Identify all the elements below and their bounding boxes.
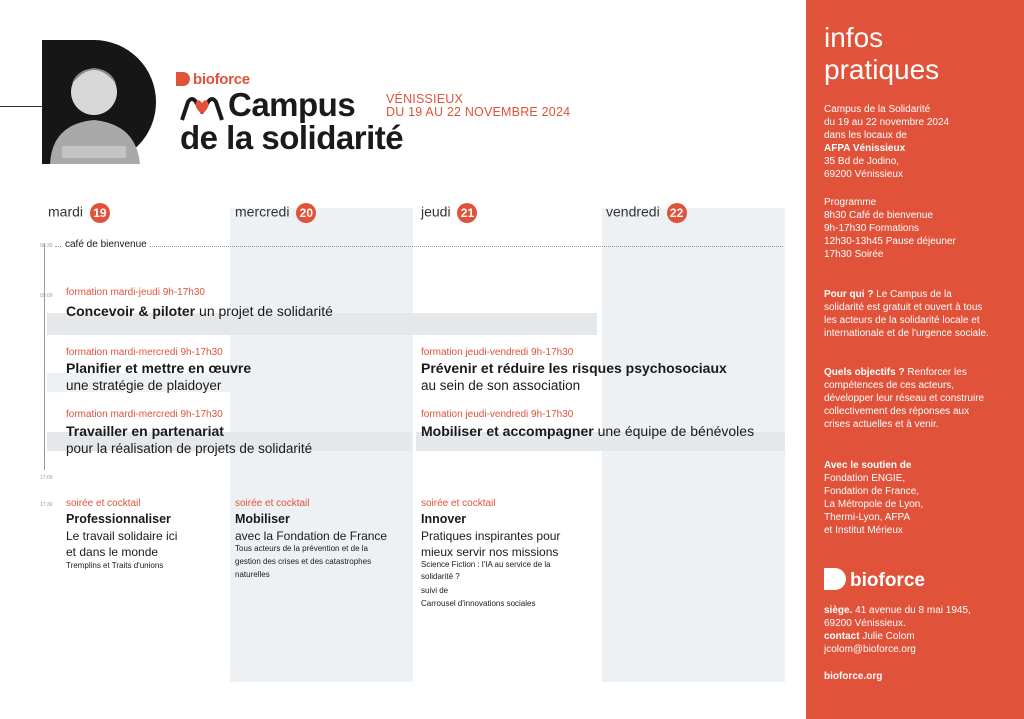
event-location-dates bbox=[386, 93, 570, 119]
session-3-title: Prévenir et réduire les risques psychosociaux bbox=[421, 360, 727, 376]
session-5-title bbox=[421, 423, 754, 439]
bioforce-logo bbox=[824, 568, 925, 592]
info-text: Renforcer les compétences de ces acteurs, développer leur réseau et construire collectivement des réponses aux crises actuelles et à venir. bbox=[824, 367, 985, 430]
timeline-axis bbox=[44, 244, 45, 470]
session-1-title bbox=[66, 303, 333, 319]
session-2-title: Planifier et mettre en œuvre bbox=[66, 360, 252, 376]
time-0830: 08:30 bbox=[40, 243, 53, 249]
dates: DU 19 AU 22 NOVEMBRE 2024 bbox=[386, 105, 571, 119]
session-5-bold: Mobiliser et accompagner bbox=[421, 423, 594, 439]
day-header-fri bbox=[606, 203, 687, 223]
evening-detail: gestion des crises et des catastrophes bbox=[235, 557, 372, 566]
day-number-badge: 21 bbox=[457, 203, 477, 223]
info-line: 69200 Vénissieux. bbox=[824, 618, 906, 629]
info-line: Fondation ENGIE, bbox=[824, 473, 906, 484]
evening-detail: solidarité ? bbox=[421, 572, 460, 581]
location: VÉNISSIEUX bbox=[386, 92, 464, 106]
info-line: du 19 au 22 novembre 2024 bbox=[824, 117, 950, 128]
info-title bbox=[824, 22, 939, 86]
evening-detail: Carrousel d'innovations sociales bbox=[421, 599, 536, 608]
info-line: 35 Bd de Jodino, bbox=[824, 156, 900, 167]
info-text: Julie Colom bbox=[859, 631, 915, 642]
session-2-subtitle: une stratégie de plaidoyer bbox=[66, 378, 222, 393]
evening-detail: Tous acteurs de la prévention et de la bbox=[235, 544, 368, 553]
day-header-tue bbox=[48, 203, 110, 223]
evening-wed bbox=[235, 498, 407, 581]
session-5-label: formation jeudi-vendredi 9h-17h30 bbox=[421, 409, 574, 420]
day-number-badge: 19 bbox=[90, 203, 110, 223]
info-bold: siège. bbox=[824, 605, 853, 616]
session-4-title: Travailler en partenariat bbox=[66, 423, 224, 439]
title-line-1: Campus bbox=[228, 86, 356, 123]
session-4-label: formation mardi-mercredi 9h-17h30 bbox=[66, 409, 223, 420]
info-text: Le Campus de la solidarité est gratuit et ouvert à tous les acteurs de la solidarité locale et internationale et de l'urgence sociale. bbox=[824, 289, 989, 339]
session-4-subtitle: pour la réalisation de projets de solidarité bbox=[66, 441, 313, 456]
evening-label: soirée et cocktail bbox=[421, 498, 496, 509]
evening-tue bbox=[66, 498, 226, 572]
evening-line: Pratiques inspirantes pour bbox=[421, 529, 561, 543]
day-header-thu bbox=[421, 203, 477, 223]
time-0900: 09:00 bbox=[40, 293, 53, 299]
session-1-rest: un projet de solidarité bbox=[195, 303, 333, 319]
info-sponsors bbox=[824, 459, 994, 537]
info-title-2: pratiques bbox=[824, 54, 940, 85]
session-2-label: formation mardi-mercredi 9h-17h30 bbox=[66, 347, 223, 358]
evening-detail: suivi de bbox=[421, 586, 449, 595]
bioforce-mark-icon bbox=[176, 72, 190, 86]
info-line: La Métropole de Lyon, bbox=[824, 499, 924, 510]
portrait-photo bbox=[42, 40, 156, 164]
title-line-2: de la solidarité bbox=[180, 119, 404, 156]
welcome-coffee: café de bienvenue bbox=[62, 239, 150, 250]
contact-email[interactable]: jcolom@bioforce.org bbox=[824, 644, 916, 655]
info-bold: contact bbox=[824, 631, 860, 642]
website-link[interactable]: bioforce.org bbox=[824, 671, 883, 682]
info-contact bbox=[824, 604, 994, 656]
info-bold: Quels objectifs ? bbox=[824, 367, 905, 378]
info-line: 12h30-13h45 Pause déjeuner bbox=[824, 236, 956, 247]
evening-title: Mobiliser bbox=[235, 512, 290, 526]
info-line: AFPA Vénissieux bbox=[824, 143, 906, 154]
info-line: Fondation de France, bbox=[824, 486, 920, 497]
day-name: mercredi bbox=[235, 203, 290, 220]
info-bold: Pour qui ? bbox=[824, 289, 874, 300]
bioforce-mark-icon bbox=[824, 568, 846, 590]
info-objectives bbox=[824, 366, 994, 431]
evening-detail: Tremplins et Traits d'unions bbox=[66, 561, 164, 570]
evening-label: soirée et cocktail bbox=[66, 498, 141, 509]
evening-title: Innover bbox=[421, 512, 467, 526]
info-program bbox=[824, 196, 994, 261]
welcome-dotted-line bbox=[55, 246, 783, 247]
info-line: 9h-17h30 Formations bbox=[824, 223, 920, 234]
time-1700: 17:00 bbox=[40, 475, 53, 481]
brand-name: bioforce bbox=[193, 71, 250, 88]
day-name: jeudi bbox=[421, 203, 451, 220]
evening-line: et dans le monde bbox=[66, 545, 159, 559]
info-line: 69200 Vénissieux bbox=[824, 169, 903, 180]
evening-line: Le travail solidaire ici bbox=[66, 529, 178, 543]
info-address bbox=[824, 103, 994, 181]
session-1-bold: Concevoir & piloter bbox=[66, 303, 196, 319]
info-for-whom bbox=[824, 288, 994, 340]
session-3-subtitle: au sein de son association bbox=[421, 378, 581, 393]
info-line: 8h30 Café de bienvenue bbox=[824, 210, 933, 221]
session-1-label: formation mardi-jeudi 9h-17h30 bbox=[66, 287, 205, 298]
session-5-rest: une équipe de bénévoles bbox=[593, 423, 755, 439]
heart-hands-icon bbox=[178, 92, 226, 122]
time-1730: 17:30 bbox=[40, 502, 53, 508]
evening-detail: naturelles bbox=[235, 570, 270, 579]
day-number-badge: 20 bbox=[296, 203, 316, 223]
info-title-1: infos bbox=[824, 22, 884, 53]
info-line: dans les locaux de bbox=[824, 130, 907, 141]
info-text: 41 avenue du 8 mai 1945, bbox=[852, 605, 971, 616]
evening-label: soirée et cocktail bbox=[235, 498, 310, 509]
logo-text: bioforce bbox=[850, 570, 925, 591]
info-line: Campus de la Solidarité bbox=[824, 104, 931, 115]
day-header-wed bbox=[235, 203, 316, 223]
evening-detail: Science Fiction : l'IA au service de la bbox=[421, 560, 551, 569]
info-line: Programme bbox=[824, 197, 877, 208]
info-line: Thermi-Lyon, AFPA bbox=[824, 512, 911, 523]
info-line: et Institut Mérieux bbox=[824, 525, 903, 536]
evening-line: avec la Fondation de France bbox=[235, 529, 388, 543]
evening-thu bbox=[421, 498, 596, 610]
info-line: 17h30 Soirée bbox=[824, 249, 884, 260]
evening-line: mieux servir nos missions bbox=[421, 545, 559, 559]
evening-title: Professionnaliser bbox=[66, 512, 171, 526]
day-name: mardi bbox=[48, 203, 84, 220]
info-bold: Avec le soutien de bbox=[824, 460, 912, 471]
session-3-label: formation jeudi-vendredi 9h-17h30 bbox=[421, 347, 574, 358]
day-number-badge: 22 bbox=[667, 203, 687, 223]
info-panel bbox=[806, 0, 1024, 719]
day-name: vendredi bbox=[606, 203, 660, 220]
